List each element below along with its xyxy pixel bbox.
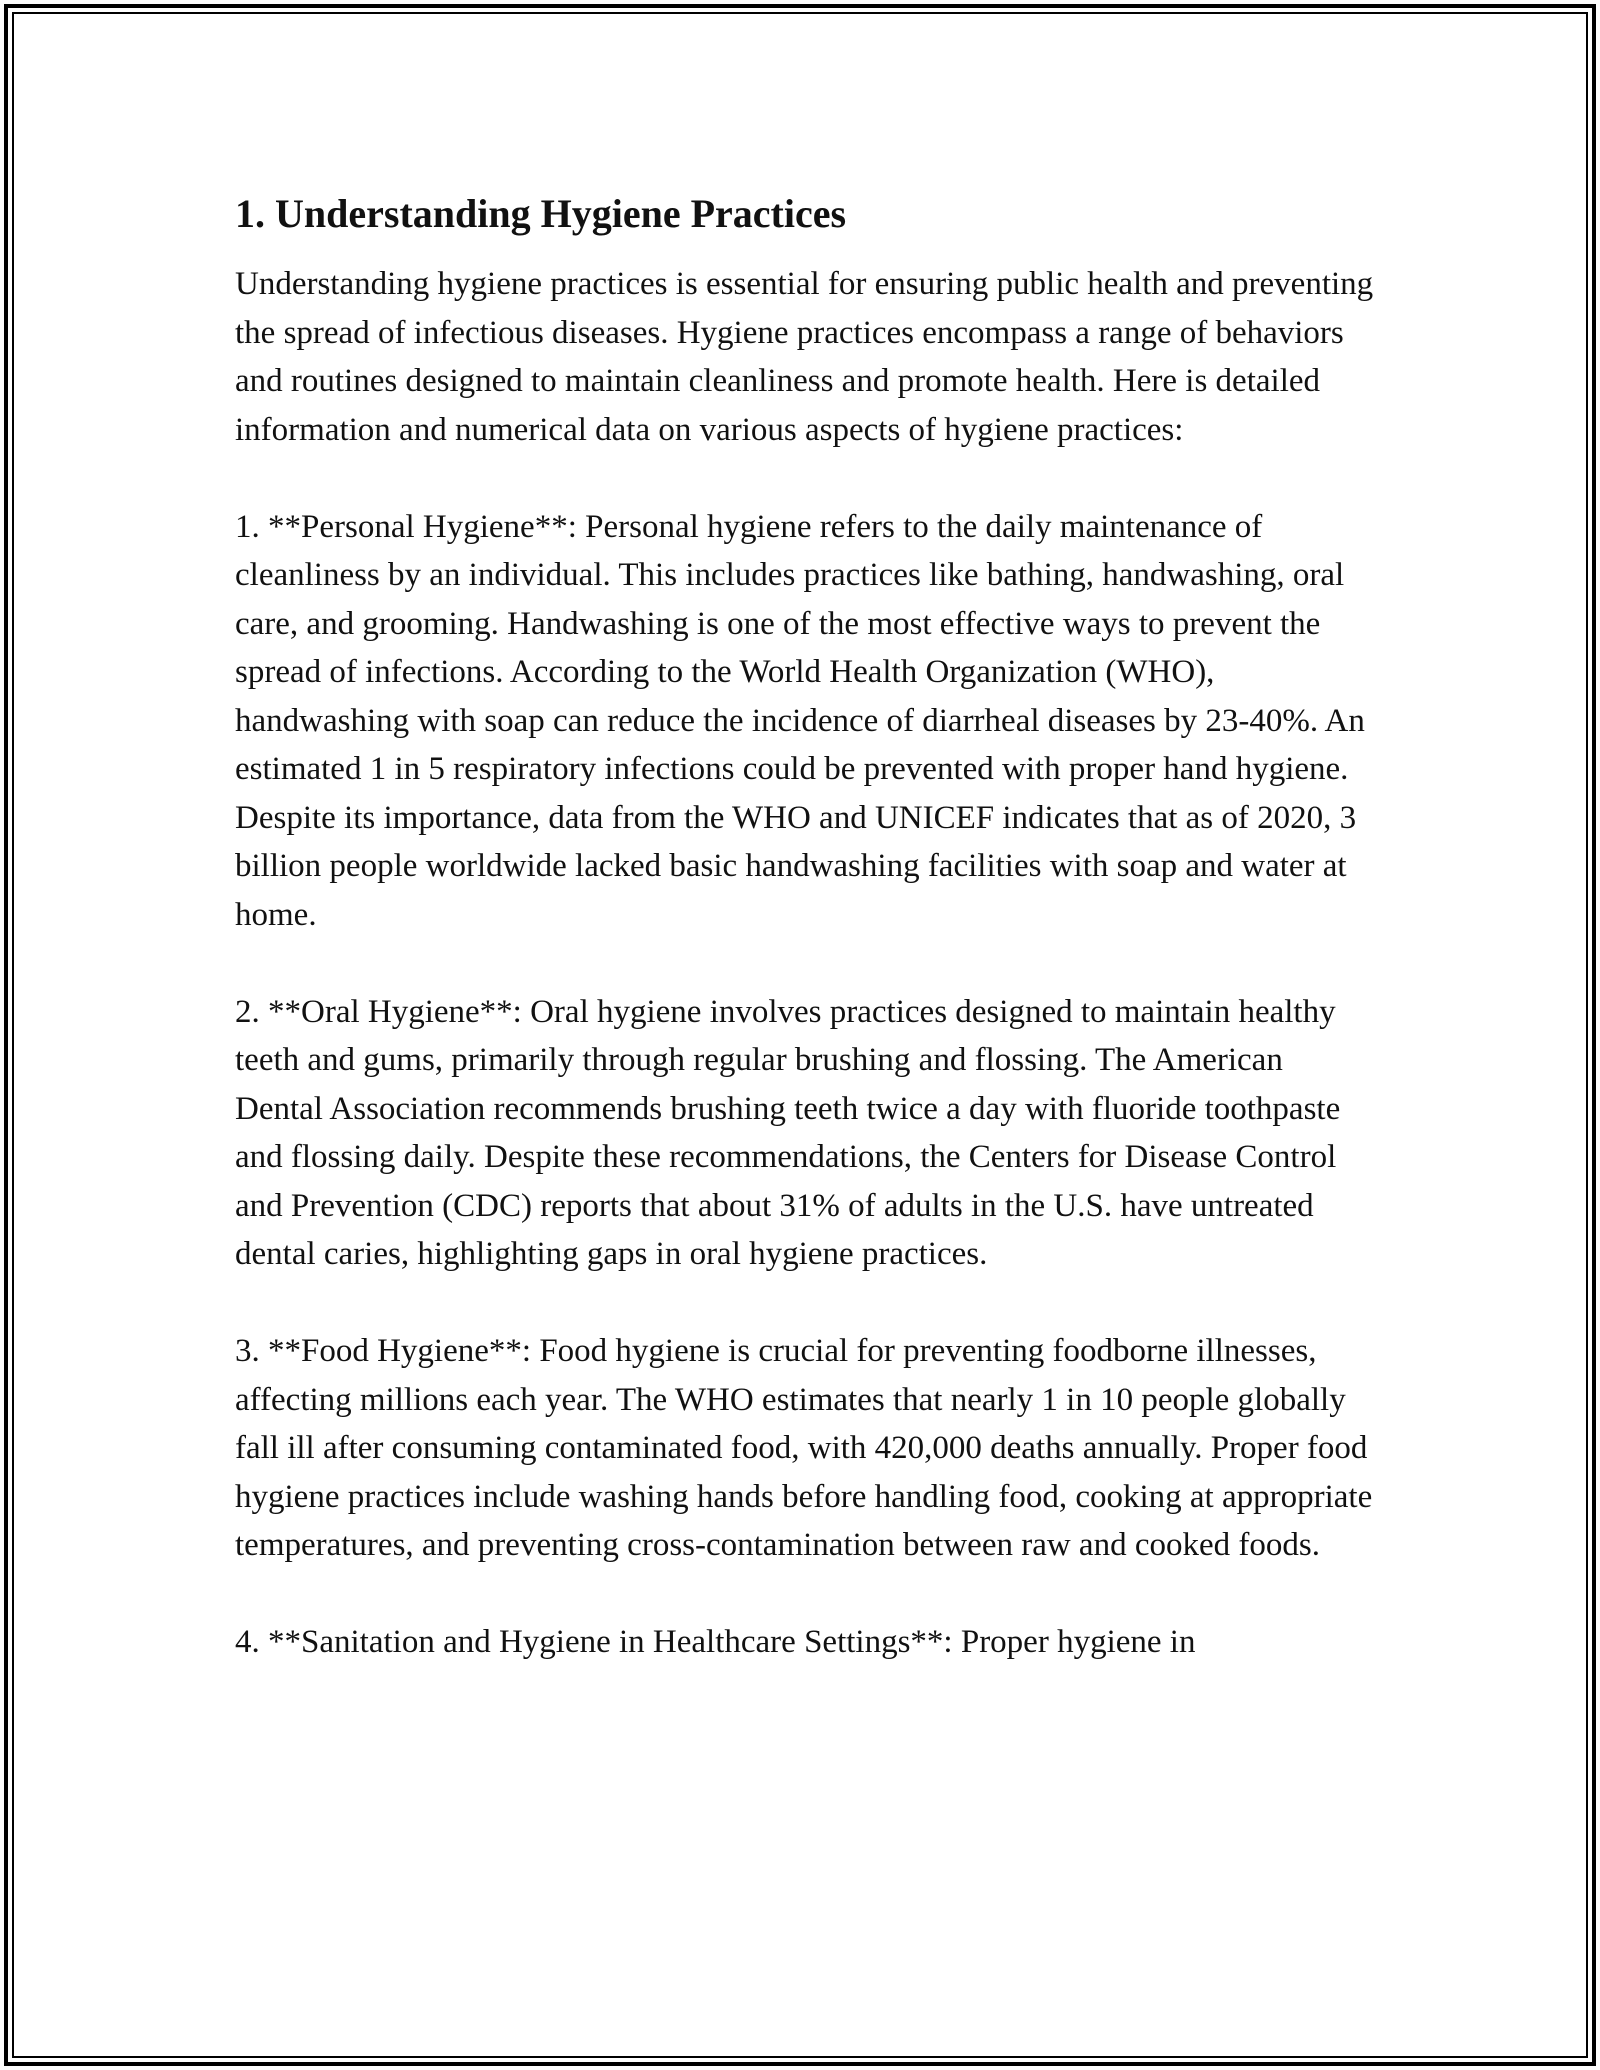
section-heading: 1. Understanding Hygiene Practices: [235, 191, 847, 236]
heading-spacer: [235, 248, 1375, 260]
personal-hygiene-paragraph: 1. **Personal Hygiene**: Personal hygiene refers to the daily maintenance of cleanliness by an individual. This includes practices like bathing, handwashing, oral care, and grooming. Handwashing is one of the most effective ways to prevent the spread of infections. According to the World Health Organization (WHO), handwashing with soap can reduce the incidence of diarrheal diseases by 23-40%. An estimated 1 in 5 respiratory infections could be prevented with proper hand hygiene. Despite its importance, data from the WHO and UNICEF indicates that as of 2020, 3 billion people worldwide lacked basic handwashing facilities with soap and water at home.: [235, 508, 1374, 933]
paragraph-spacer: [235, 1570, 1375, 1619]
food-hygiene-paragraph: 3. **Food Hygiene**: Food hygiene is crucial for preventing foodborne illnesses, affecting millions each year. The WHO estimates that nearly 1 in 10 people globally fall ill after consuming contaminated food, with 420,000 deaths annually. Proper food hygiene practices include washing hands before handling food, cooking at appropriate temperatures, and preventing cross-contamination between raw and cooked foods.: [235, 1333, 1381, 1563]
intro-paragraph: Understanding hygiene practices is essential for ensuring public health and preventing the spread of infectious diseases. Hygiene practices encompass a range of behaviors and routines designed to maintain cleanliness and promote health. Here is detailed information and numerical data on various aspects of hygiene practices:: [235, 266, 1382, 448]
healthcare-hygiene-paragraph: 4. **Sanitation and Hygiene in Healthcare Settings**: Proper hygiene in: [235, 1624, 1196, 1660]
oral-hygiene-paragraph: 2. **Oral Hygiene**: Oral hygiene involves practices designed to maintain healthy teeth and gums, primarily through regular brushing and flossing. The American Dental Association recommends brushing teeth twice a day with fluoride toothpaste and flossing daily. Despite these recommendations, the Centers for Disease Control and Prevention (CDC) reports that about 31% of adults in the U.S. have untreated dental caries, highlighting gaps in oral hygiene practices.: [235, 993, 1349, 1272]
paragraph-spacer: [235, 1279, 1375, 1328]
paragraph-spacer: [235, 454, 1375, 503]
document-body: [235, 180, 1382, 1667]
paragraph-spacer: [235, 939, 1375, 988]
